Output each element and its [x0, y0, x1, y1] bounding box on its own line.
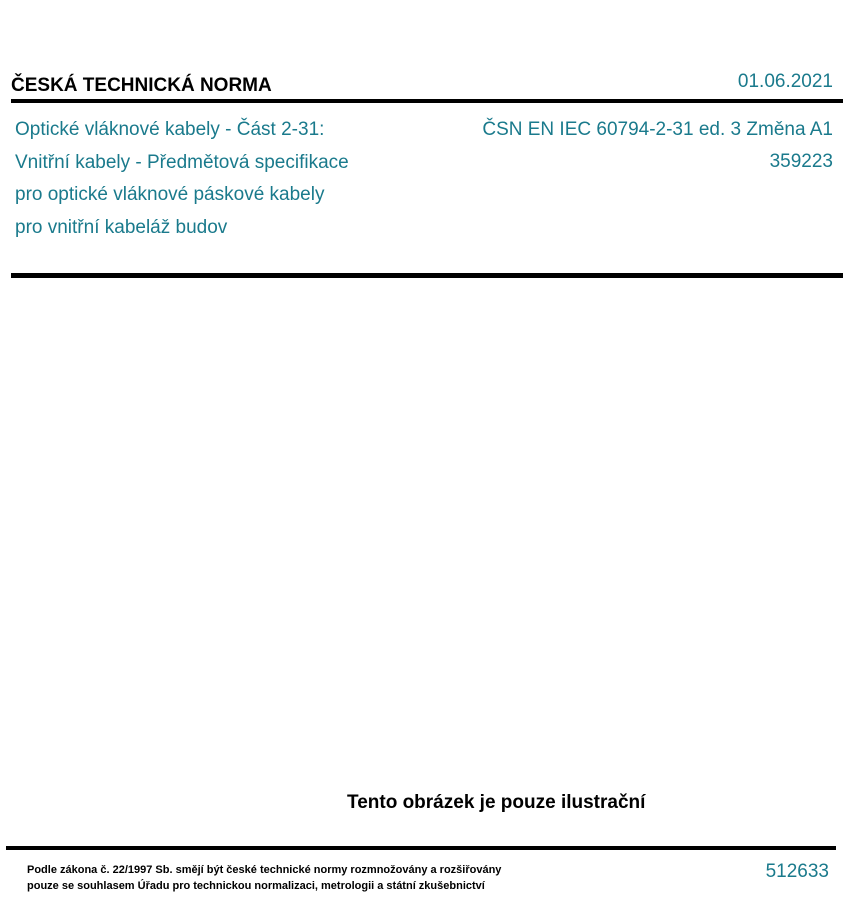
document-title: [15, 114, 415, 244]
title-line: Vnitřní kabely - Předmětová specifikace: [15, 151, 349, 173]
title-line: pro optické vláknové páskové kabely: [15, 184, 325, 205]
norm-header-title: ČESKÁ TECHNICKÁ NORMA: [11, 75, 272, 96]
publication-date: 01.06.2021: [737, 71, 833, 92]
title-line: Optické vláknové kabely - Část 2-31:: [15, 119, 325, 140]
top-divider: [11, 99, 843, 103]
standard-number: ČSN EN IEC 60794-2-31 ed. 3 Změna A1: [482, 119, 833, 140]
document-id: 512633: [765, 861, 829, 882]
class-number: 359223: [769, 151, 833, 172]
title-line: pro vnitřní kabeláž budov: [15, 216, 228, 238]
legal-line: pouze se souhlasem Úřadu pro technickou normalizaci, metrologii a státní zkušebnictví: [27, 880, 485, 892]
bottom-divider: [6, 846, 836, 850]
legal-line: Podle zákona č. 22/1997 Sb. smějí být české technické normy rozmnožovány a rozšiřovány: [27, 864, 502, 876]
legal-notice: [27, 862, 501, 894]
illustration-note: Tento obrázek je pouze ilustrační: [347, 792, 646, 813]
middle-divider: [11, 273, 843, 278]
